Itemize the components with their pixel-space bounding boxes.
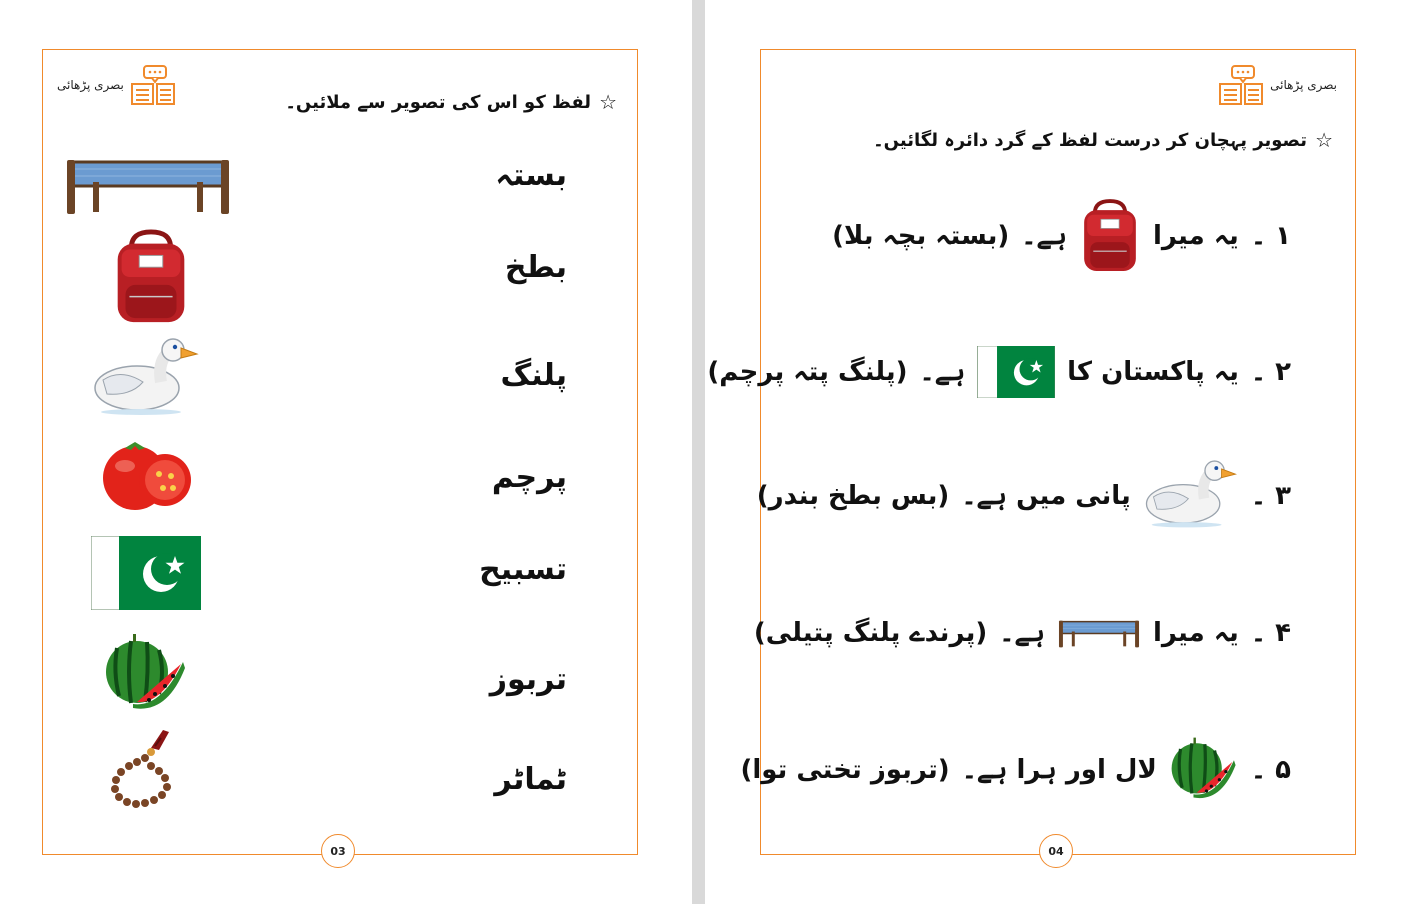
sentence-text-before: یہ پاکستان کا — [1067, 357, 1239, 387]
word-item: تسبیح — [479, 552, 567, 587]
answer-options[interactable]: (تربوز تختی توا) — [740, 755, 950, 785]
prayer-beads-picture — [105, 728, 177, 812]
charpai-picture — [63, 152, 233, 218]
sentence-text-after: ہے۔ — [1021, 221, 1067, 251]
brand-label: بصری پڑھائی — [1270, 78, 1337, 92]
word-item: پلنگ — [500, 358, 567, 393]
sentence-text-after: ہے۔ — [999, 618, 1045, 648]
word-item: تربوز — [489, 662, 567, 697]
duck-picture — [91, 338, 201, 420]
page-number: 04 — [1039, 834, 1073, 868]
sentence-number: ۱ ۔ — [1250, 221, 1291, 251]
brand-header — [1218, 64, 1337, 106]
sentence-text-before: یہ میرا — [1152, 618, 1239, 648]
sentence-row — [754, 616, 1291, 650]
book-chat-logo-icon — [130, 64, 176, 106]
watermelon-picture — [1169, 736, 1239, 804]
answer-options[interactable]: (بس بطخ بندر) — [756, 481, 950, 511]
sentence-row — [832, 198, 1291, 274]
answer-options[interactable]: (پرندے پلنگ پتیلی) — [753, 618, 988, 648]
pakistan-flag-picture — [91, 536, 201, 610]
tomato-picture — [99, 438, 195, 514]
word-item: بستہ — [495, 158, 567, 193]
sentence-text-after: ہے۔ — [919, 357, 966, 387]
sentence-number: ۵ ۔ — [1250, 755, 1291, 785]
book-chat-logo-icon — [1218, 64, 1264, 106]
sentence-row — [707, 346, 1291, 398]
page-number: 03 — [321, 834, 355, 868]
sentence-number: ۲ ۔ — [1250, 357, 1291, 387]
sentence-text-after: پانی میں ہے۔ — [961, 481, 1131, 511]
star-icon: ☆ — [599, 90, 617, 114]
word-item: بطخ — [504, 250, 567, 285]
word-item: پرچم — [491, 460, 567, 495]
answer-options[interactable]: (بستہ بچہ بلا) — [832, 221, 1010, 251]
instruction-text: لفظ کو اس کی تصویر سے ملائیں۔ — [285, 91, 592, 113]
worksheet-page-04 — [707, 49, 1356, 855]
answer-options[interactable]: (پلنگ پتہ پرچم) — [707, 357, 908, 387]
sentence-text-after: لال اور ہرا ہے۔ — [961, 755, 1157, 785]
sentence-row — [740, 736, 1291, 804]
sentence-number: ۴ ۔ — [1250, 618, 1291, 648]
sentence-text-before: یہ میرا — [1152, 221, 1239, 251]
brand-header — [57, 64, 176, 106]
circle-instruction — [873, 128, 1333, 152]
charpai-picture — [1057, 616, 1141, 650]
star-icon: ☆ — [1315, 128, 1333, 152]
duck-picture — [1143, 460, 1239, 532]
school-bag-picture — [1079, 198, 1141, 274]
pakistan-flag-picture — [977, 346, 1055, 398]
sentence-number: ۳ ۔ — [1250, 481, 1291, 511]
watermelon-picture — [103, 632, 189, 716]
word-item: ٹماٹر — [494, 762, 567, 797]
school-bag-picture — [111, 228, 191, 326]
match-instruction — [285, 90, 617, 114]
worksheet-page-03 — [42, 49, 638, 855]
sentence-row — [757, 460, 1291, 532]
brand-label: بصری پڑھائی — [57, 78, 124, 92]
instruction-text: تصویر پہچان کر درست لفظ کے گرد دائرہ لگائیں۔ — [873, 129, 1308, 151]
page-gutter — [692, 0, 705, 904]
